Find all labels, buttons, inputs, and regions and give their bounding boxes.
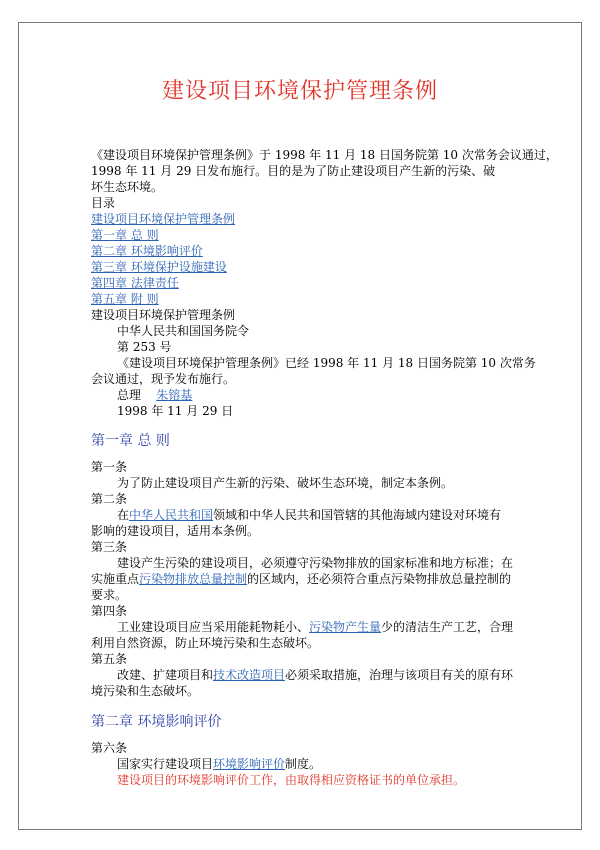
text-span: 必须采取措施，治理与该项目有关的原有环: [285, 668, 514, 682]
article-5-label: 第五条: [91, 652, 128, 666]
text-span: 实施重点: [91, 572, 140, 586]
text-span: 工业建设项目应当采用能耗物耗小、: [117, 620, 310, 634]
article-4-line-2: 利用自然资源，防止环境污染和生态破坏。: [91, 636, 320, 650]
toc-link-chapter-5[interactable]: 第五章 附 则: [91, 292, 159, 306]
premier-title: 总理: [117, 388, 142, 402]
link-pollutant-generation[interactable]: 污染物产生量: [309, 620, 382, 634]
link-total-emission-control[interactable]: 污染物排放总量控制: [139, 572, 248, 586]
article-2-line-1: [117, 507, 501, 523]
text-span: 国家实行建设项目: [117, 757, 214, 771]
premier-name-link[interactable]: 朱镕基: [156, 388, 193, 402]
text-span: 的区域内，还必须符合重点污染物排放总量控制的: [247, 572, 512, 586]
article-4-label: 第四条: [91, 604, 128, 618]
chapter-2-heading: 第二章 环境影响评价: [91, 714, 222, 730]
intro-line-2: 1998 年 11 月 29 日发布施行。目的是为了防止建设项目产生新的污染、破: [91, 164, 496, 178]
article-2-label: 第二条: [91, 492, 128, 506]
article-3-line-3: 要求。: [91, 588, 128, 602]
document-title: 建设项目环境保护管理条例: [161, 79, 438, 104]
decree-number: 第 253 号: [117, 340, 172, 354]
toc-link-chapter-2[interactable]: 第二章 环境影响评价: [91, 244, 203, 258]
text-span: 领域和中华人民共和国管辖的其他海域内建设对环境有: [213, 508, 502, 522]
article-6-line-1: [117, 756, 321, 772]
toc-link-chapter-1[interactable]: 第一章 总 则: [91, 228, 159, 242]
decree-name: 建设项目环境保护管理条例: [91, 308, 236, 322]
document-page: [18, 22, 582, 830]
article-1-text: 为了防止建设项目产生新的污染、破坏生态环境，制定本条例。: [117, 476, 454, 490]
article-3-line-1: 建设产生污染的建设项目，必须遵守污染物排放的国家标准和地方标准；在: [117, 556, 514, 570]
text-span: 制度。: [285, 757, 322, 771]
intro-line-3: 坏生态环境。: [91, 180, 164, 194]
text-span: 改建、扩建项目和: [117, 668, 214, 682]
article-2-line-2: 影响的建设项目，适用本条例。: [91, 524, 260, 538]
article-3-line-2: [91, 571, 511, 587]
link-eia[interactable]: 环境影响评价: [213, 757, 286, 771]
toc-label: 目录: [91, 196, 116, 210]
decree-text-2: 会议通过，现予发布施行。: [91, 372, 236, 386]
article-5-line-2: 境污染和生态破坏。: [91, 684, 200, 698]
toc-link-chapter-4[interactable]: 第四章 法律责任: [91, 276, 179, 290]
article-3-label: 第三条: [91, 540, 128, 554]
intro-line-1: 《建设项目环境保护管理条例》于 1998 年 11 月 18 日国务院第 10 次常务会议通过，: [91, 148, 558, 162]
decree-issuer: 中华人民共和国国务院令: [117, 324, 250, 338]
decree-signature: [117, 387, 192, 403]
article-6-label: 第六条: [91, 741, 128, 755]
decree-date: 1998 年 11 月 29 日: [117, 404, 234, 418]
text-span: 在: [117, 508, 130, 522]
article-1-label: 第一条: [91, 460, 128, 474]
text-span: 少的清洁生产工艺，合理: [381, 620, 514, 634]
link-prc[interactable]: 中华人民共和国: [129, 508, 214, 522]
decree-text-1: 《建设项目环境保护管理条例》已经 1998 年 11 月 18 日国务院第 10 次常务: [117, 356, 536, 370]
article-4-line-1: [117, 619, 513, 635]
chapter-1-heading: 第一章 总 则: [91, 433, 170, 449]
toc-link-chapter-3[interactable]: 第三章 环境保护设施建设: [91, 260, 227, 274]
toc-link-title[interactable]: 建设项目环境保护管理条例: [91, 212, 236, 226]
article-5-line-1: [117, 667, 513, 683]
article-6-highlight: 建设项目的环境影响评价工作，由取得相应资格证书的单位承担。: [117, 773, 466, 787]
link-tech-renovation[interactable]: 技术改造项目: [213, 668, 286, 682]
